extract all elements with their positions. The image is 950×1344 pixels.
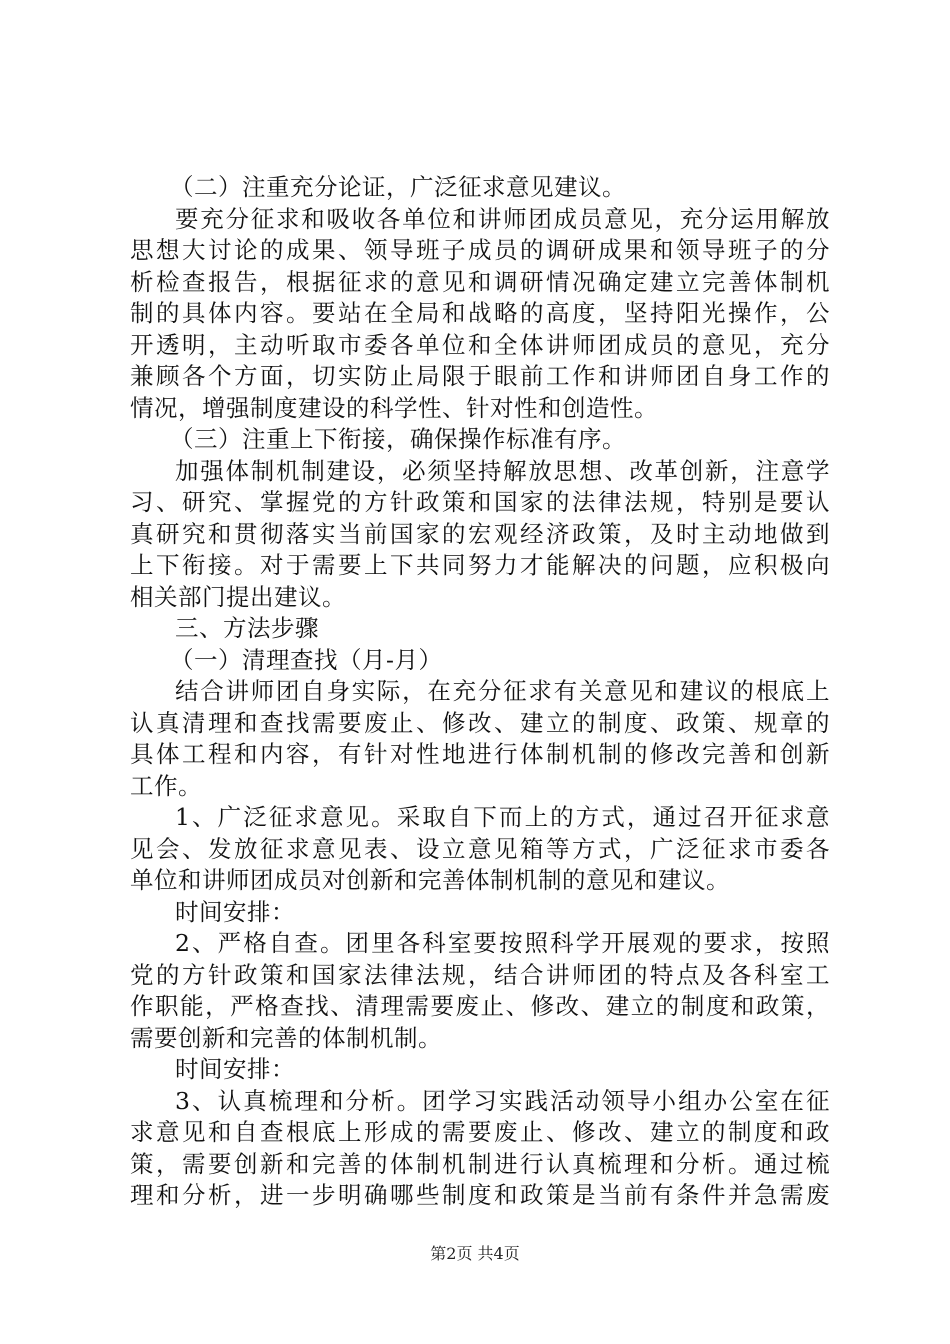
text-line: （一）清理查找（月-月） [170,645,443,674]
page-number-footer: 第2页 共4页 [430,1244,520,1263]
text-line: 三、方法步骤 [175,614,319,642]
text-line: 党的方针政策和国家法律法规，结合讲师团的特点及各科室工 [130,960,830,989]
text-line: 作职能，严格查找、清理需要废止、修改、建立的制度和政策， [130,992,830,1020]
text-line: 结合讲师团自身实际，在充分征求有关意见和建议的根底上 [175,677,830,705]
text-line: 求意见和自查根底上形成的需要废止、修改、建立的制度和政 [130,1118,830,1146]
text-line: （二）注重充分论证，广泛征求意见建议。 [170,173,626,201]
text-line: 策，需要创新和完善的体制机制进行认真梳理和分析。通过梳 [130,1149,830,1178]
text-line: 上下衔接。对于需要上下共同努力才能解决的问题，应积极向 [130,551,830,579]
text-line: 工作。 [130,771,202,800]
document-body [130,172,830,1212]
text-line: 3、认真梳理和分析。团学习实践活动领导小组办公室在征 [175,1086,830,1115]
text-line: 制的具体内容。要站在全局和战略的高度，坚持阳光操作，公 [130,299,830,327]
text-line: （三）注重上下衔接，确保操作标准有序。 [170,425,626,453]
text-line: 具体工程和内容，有针对性地进行体制机制的修改完善和创新 [130,740,830,768]
text-line: 开透明，主动听取市委各单位和全体讲师团成员的意见，充分 [130,330,830,359]
text-line: 相关部门提出建议。 [130,582,346,611]
text-line: 见会、发放征求意见表、设立意见箱等方式，广泛征求市委各 [130,834,830,863]
text-line: 时间安排： [175,897,295,926]
text-line: 要充分征求和吸收各单位和讲师团成员意见，充分运用解放 [175,204,830,233]
text-line: 兼顾各个方面，切实防止局限于眼前工作和讲师团自身工作的 [130,362,830,390]
text-line: 思想大讨论的成果、领导班子成员的调研成果和领导班子的分 [130,236,830,264]
text-line: 真研究和贯彻落实当前国家的宏观经济政策，及时主动地做到 [130,519,830,548]
text-line: 习、研究、掌握党的方针政策和国家的法律法规，特别是要认 [130,488,830,516]
text-line: 认真清理和查找需要废止、修改、建立的制度、政策、规章的 [130,708,830,737]
text-line: 需要创新和完善的体制机制。 [130,1023,442,1052]
text-line: 2、严格自查。团里各科室要按照科学开展观的要求，按照 [175,929,830,957]
text-line: 析检查报告，根据征求的意见和调研情况确定建立完善体制机 [130,267,830,296]
text-line: 1、广泛征求意见。采取自下而上的方式，通过召开征求意 [175,803,830,831]
text-line: 情况，增强制度建设的科学性、针对性和创造性。 [130,393,658,422]
text-line: 单位和讲师团成员对创新和完善体制机制的意见和建议。 [130,866,730,894]
text-line: 时间安排： [175,1055,295,1083]
text-line: 理和分析，进一步明确哪些制度和政策是当前有条件并急需废 [130,1181,830,1209]
text-line: 加强体制机制建设，必须坚持解放思想、改革创新，注意学 [175,456,830,485]
